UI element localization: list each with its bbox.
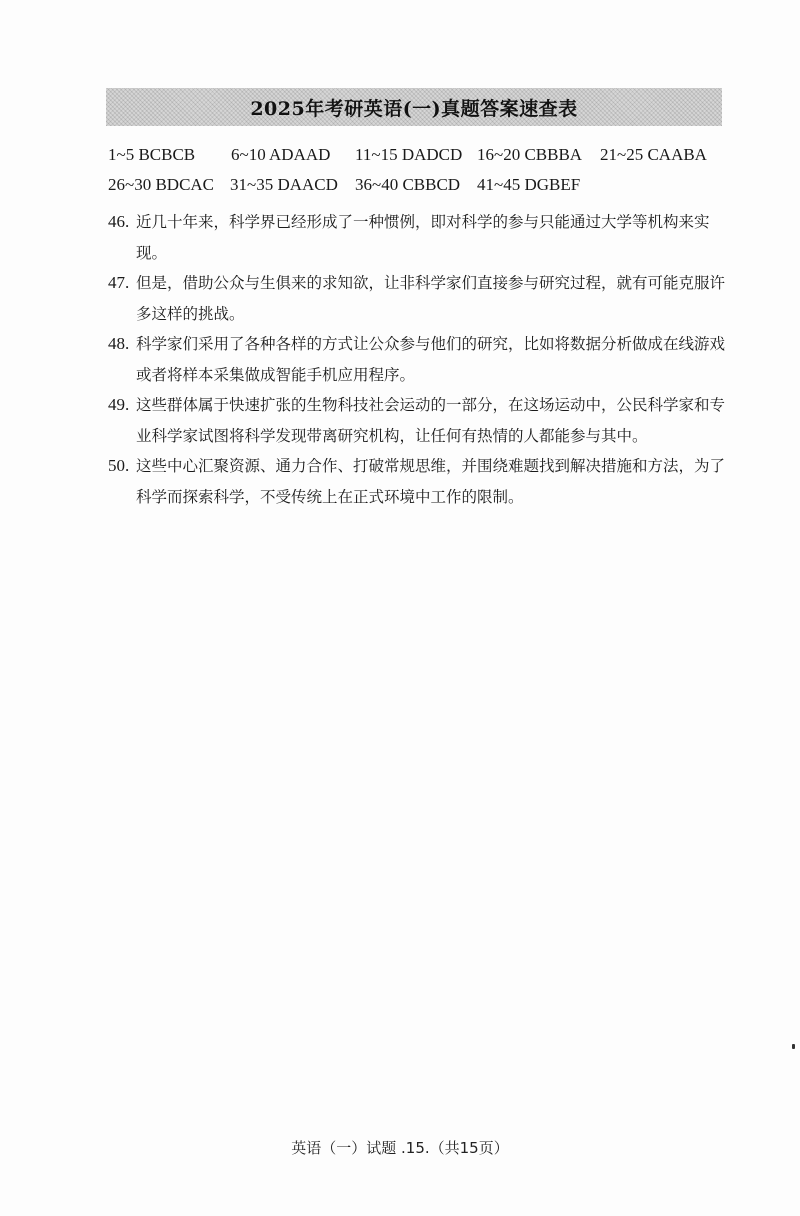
answer-group: 26~30 BDCAC	[108, 175, 215, 194]
item-text: 这些群体属于快速扩张的生物科技社会运动的一部分，在这场运动中，公民科学家和专业科学家试图将科学发现带离研究机构，让任何有热情的人都能参与其中。	[136, 396, 726, 445]
translation-item	[108, 390, 728, 451]
translation-item	[108, 329, 728, 390]
scan-mark	[792, 1044, 795, 1049]
item-number: 47.	[108, 273, 130, 292]
translation-answers	[108, 207, 728, 512]
answer-row	[108, 170, 738, 200]
answer-group: 6~10 ADAAD	[231, 145, 331, 164]
answer-group: 16~20 CBBBA	[477, 145, 583, 164]
translation-item	[108, 207, 728, 268]
item-text: 科学家们采用了各种各样的方式让公众参与他们的研究，比如将数据分析做成在线游戏或者将样本采集做成智能手机应用程序。	[136, 335, 726, 384]
page-footer: 英语（一）试题 .15.（共15页）	[291, 1139, 509, 1157]
answer-group: 11~15 DADCD	[355, 145, 463, 164]
translation-item	[108, 451, 728, 512]
item-text: 但是，借助公众与生俱来的求知欲，让非科学家们直接参与研究过程，就有可能克服许多这样的挑战。	[136, 274, 726, 323]
page-title: 2025年考研英语(一)真题答案速查表	[250, 97, 578, 120]
answer-group: 41~45 DGBEF	[477, 175, 581, 194]
item-number: 46.	[108, 212, 130, 231]
answer-key	[108, 140, 738, 200]
title-banner	[106, 88, 722, 126]
answer-group: 21~25 CAABA	[600, 145, 707, 164]
item-text: 近几十年来，科学界已经形成了一种惯例，即对科学的参与只能通过大学等机构来实现。	[136, 213, 710, 262]
answer-group: 31~35 DAACD	[230, 175, 338, 194]
translation-item	[108, 268, 728, 329]
item-number: 50.	[108, 456, 130, 475]
item-text: 这些中心汇聚资源、通力合作、打破常规思维，并围绕难题找到解决措施和方法，为了科学而探索科学，不受传统上在正式环境中工作的限制。	[136, 457, 726, 506]
item-number: 49.	[108, 395, 130, 414]
answer-group: 1~5 BCBCB	[108, 145, 196, 164]
item-number: 48.	[108, 334, 130, 353]
answer-group: 36~40 CBBCD	[355, 175, 461, 194]
answer-row	[108, 140, 738, 170]
